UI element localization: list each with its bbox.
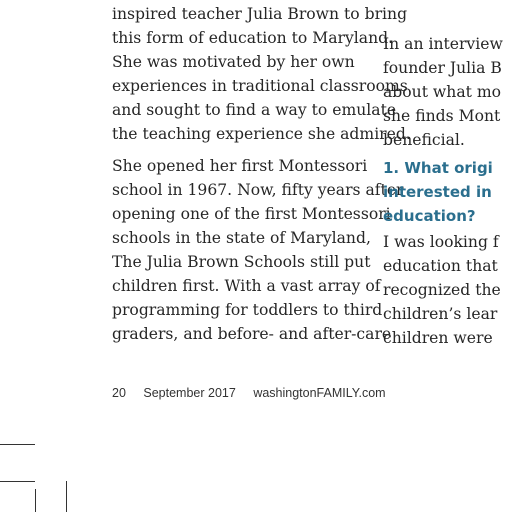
text-line: about what mo [383,83,502,101]
heading-line: interested in [383,183,492,201]
issue-date: September 2017 [143,386,236,400]
crop-mark [0,444,35,445]
text-line: this form of education to Maryland. [112,29,394,47]
crop-mark [35,489,36,512]
text-line: She opened her first Montessori [112,157,368,175]
text-line: she finds Mont [383,107,501,125]
text-line: She was motivated by her own [112,53,355,71]
text-line: experiences in traditional classrooms [112,77,408,95]
text-line: children first. With a vast array of [112,277,381,295]
text-line: founder Julia B [383,59,502,77]
question-heading [383,156,493,228]
text-line: The Julia Brown Schools still put [112,253,371,271]
page-number: 20 [112,386,126,400]
paragraph-first-school [112,154,404,346]
text-line: children were [383,329,493,347]
text-line: opening one of the first Montessori [112,205,391,223]
text-line: In an interview [383,35,503,53]
paragraph-answer [383,230,501,350]
text-line: the teaching experience she admired. [112,125,411,143]
text-line: graders, and before- and after-care [112,325,392,343]
text-line: children’s lear [383,305,498,323]
text-line: school in 1967. Now, fifty years after [112,181,404,199]
text-line: I was looking f [383,233,499,251]
heading-line: 1. What origi [383,159,493,177]
text-line: education that [383,257,498,275]
text-line: and sought to find a way to emulate [112,101,397,119]
text-line: schools in the state of Maryland, [112,229,371,247]
heading-line: education? [383,207,476,225]
text-line: inspired teacher Julia Brown to bring [112,5,408,23]
text-line: programming for toddlers to third [112,301,383,319]
website-url: washingtonFAMILY.com [253,386,386,400]
page-footer [112,386,400,400]
crop-mark [0,481,35,482]
text-line: recognized the [383,281,501,299]
paragraph-interview-intro [383,32,503,152]
text-line: beneficial. [383,131,465,149]
paragraph-julia-brown-inspiration [112,2,411,146]
crop-mark [66,481,67,512]
